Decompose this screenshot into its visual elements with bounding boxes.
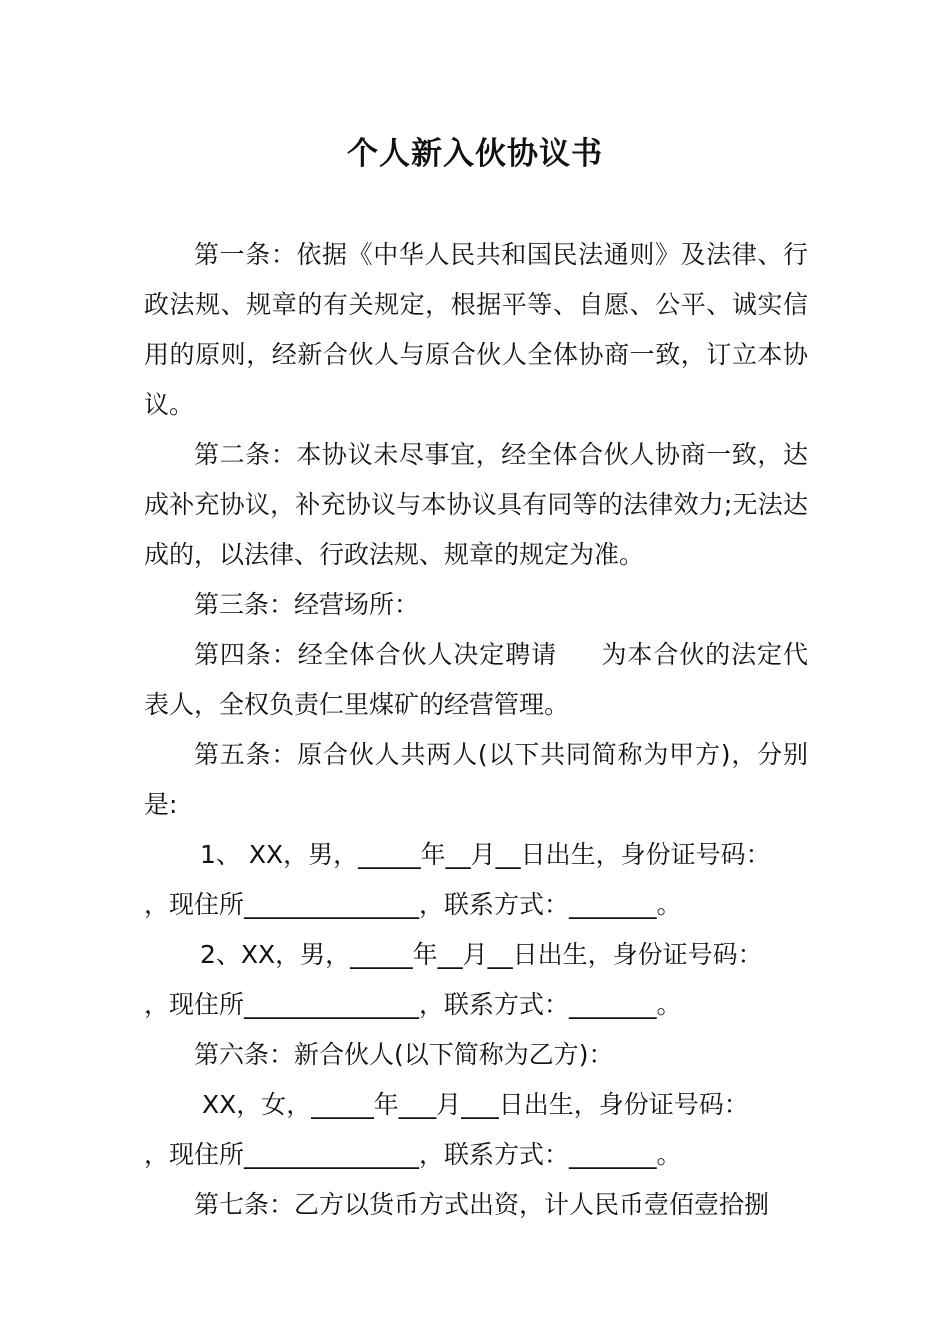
document-title: 个人新入伙协议书 xyxy=(347,136,603,172)
article-4: 第四条：经全体合伙人决定聘请 为本合伙的法定代表人，全权负责仁里煤矿的经营管理。 xyxy=(144,640,808,719)
article-3: 第三条：经营场所： xyxy=(194,590,420,619)
article-6: 第六条：新合伙人(以下简称为乙方)： xyxy=(194,1040,614,1069)
new-partner-address-line: ，现住所______________，联系方式：_______。 xyxy=(144,1140,682,1169)
article-2: 第二条：本协议未尽事宜，经全体合伙人协商一致，达成补充协议，补充协议与本协议具有同等的法律效力;无法达成的，以法律、行政法规、规章的规定为准。 xyxy=(144,440,808,569)
article-1: 第一条：依据《中华人民共和国民法通则》及法律、行政法规、规章的有关规定，根据平等、自愿、公平、诚实信用的原则，经新合伙人与原合伙人全体协商一致，订立本协议。 xyxy=(144,240,808,419)
partner-1-address-line: ，现住所______________，联系方式：_______。 xyxy=(144,890,682,919)
document-body xyxy=(144,230,808,1230)
article-5: 第五条：原合伙人共两人(以下共同简称为甲方)，分别是: xyxy=(144,740,808,819)
partner-1-birth-line: 1、 XX，男，_____年__月__日出生，身份证号码： xyxy=(200,840,771,869)
new-partner-birth-line: XX，女，_____年___月___日出生，身份证号码： xyxy=(202,1090,749,1119)
partner-2-address-line: ，现住所______________，联系方式：_______。 xyxy=(144,990,682,1019)
article-7: 第七条：乙方以货币方式出资，计人民币壹佰壹拾捌 xyxy=(194,1190,770,1219)
partner-2-birth-line: 2、XX，男，_____年__月__日出生，身份证号码： xyxy=(200,940,763,969)
